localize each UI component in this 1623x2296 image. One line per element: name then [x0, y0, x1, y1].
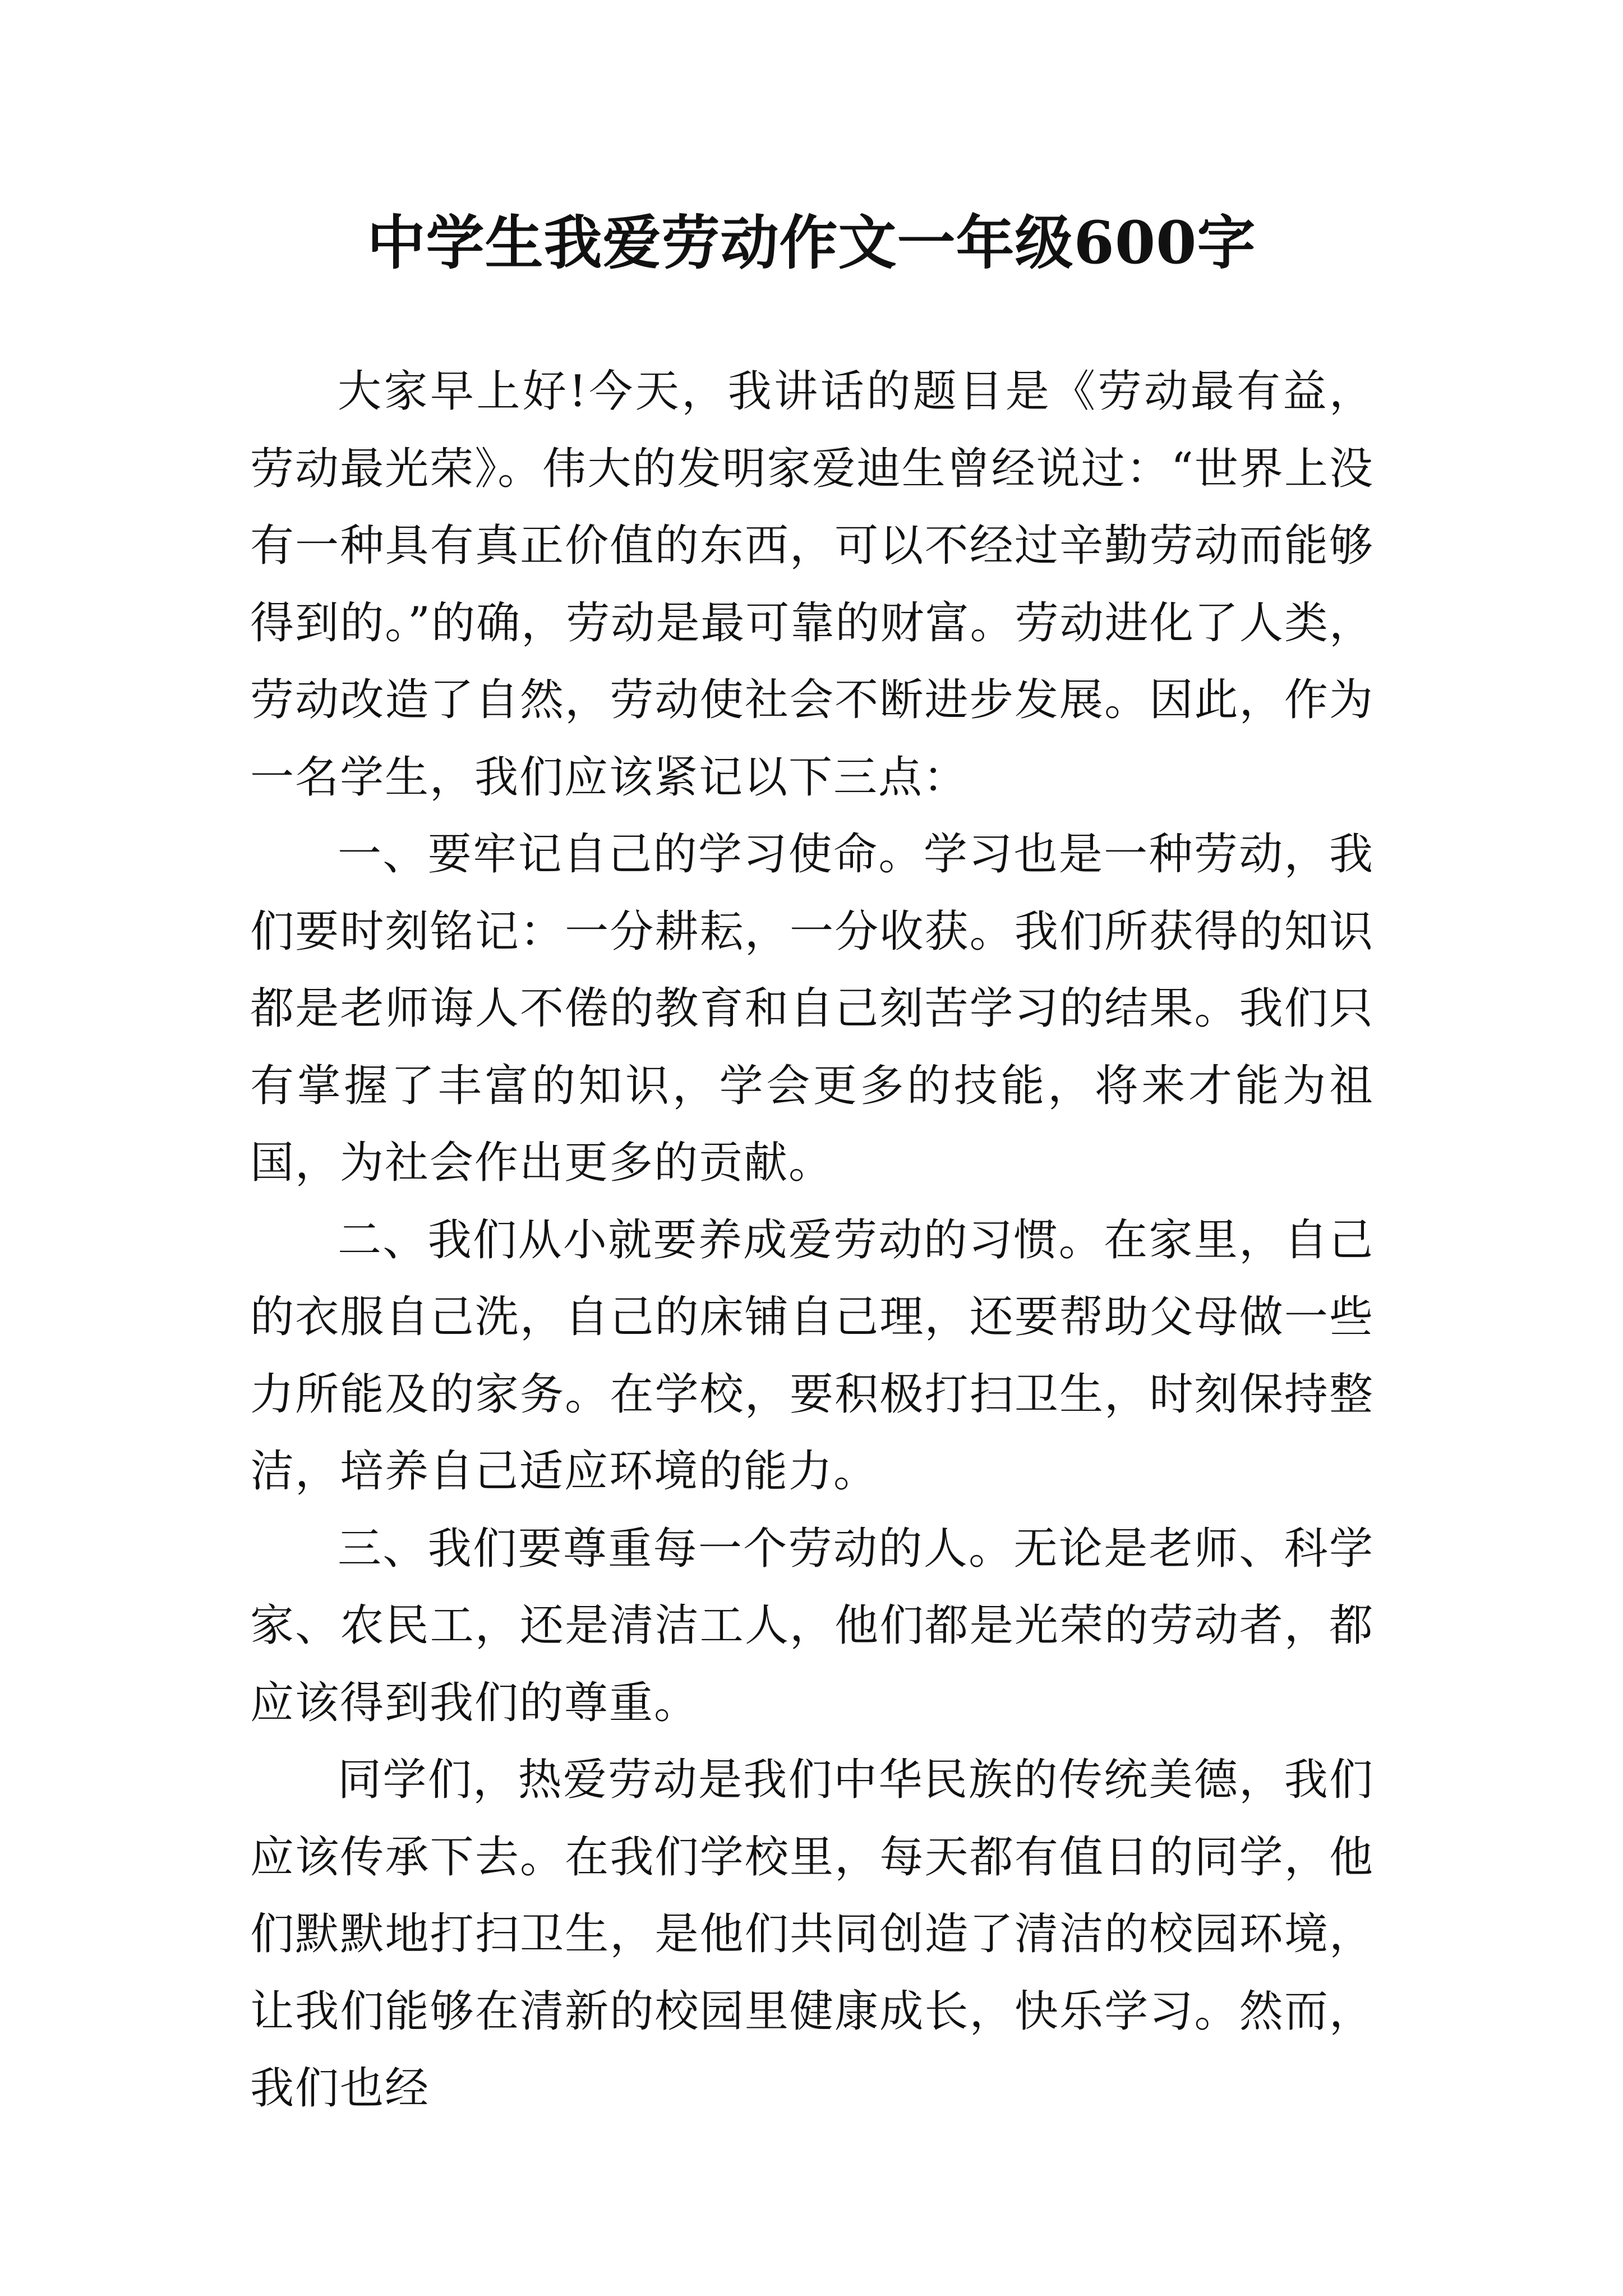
document-body [250, 353, 1374, 2128]
paragraph-4: 三、我们要尊重每一个劳动的人。无论是老师、科学家、农民工，还是清洁工人，他们都是光荣的劳动者，都应该得到我们的尊重。 [250, 1523, 1374, 1728]
paragraph-2: 一、要牢记自己的学习使命。学习也是一种劳动，我们要时刻铭记：一分耕耘，一分收获。我们所获得的知识都是老师诲人不倦的教育和自己刻苦学习的结果。我们只有掌握了丰富的知识，学会更多的技能，将来才能为祖国，为社会作出更多的贡献。 [250, 829, 1374, 1188]
paragraph-5: 同学们，热爱劳动是我们中华民族的传统美德，我们应该传承下去。在我们学校里，每天都有值日的同学，他们默默地打扫卫生，是他们共同创造了清洁的校园环境，让我们能够在清新的校园里健康成长，快乐学习。然而，我们也经 [250, 1755, 1374, 2114]
paragraph-3: 二、我们从小就要养成爱劳动的习惯。在家里，自己的衣服自己洗，自己的床铺自己理，还要帮助父母做一些力所能及的家务。在学校，要积极打扫卫生，时刻保持整洁，培养自己适应环境的能力。 [250, 1214, 1374, 1497]
paragraph-1: 大家早上好!今天，我讲话的题目是《劳动最有益，劳动最光荣》。伟大的发明家爱迪生曾经说过：“世界上没有一种具有真正价值的东西，可以不经过辛勤劳动而能够得到的。”的确，劳动是最可靠的财富。劳动进化了人类，劳动改造了自然，劳动使社会不断进步发展。因此，作为一名学生，我们应该紧记以下三点： [250, 366, 1374, 803]
document-title: 中学生我爱劳动作文一年级600字 [367, 208, 1256, 277]
